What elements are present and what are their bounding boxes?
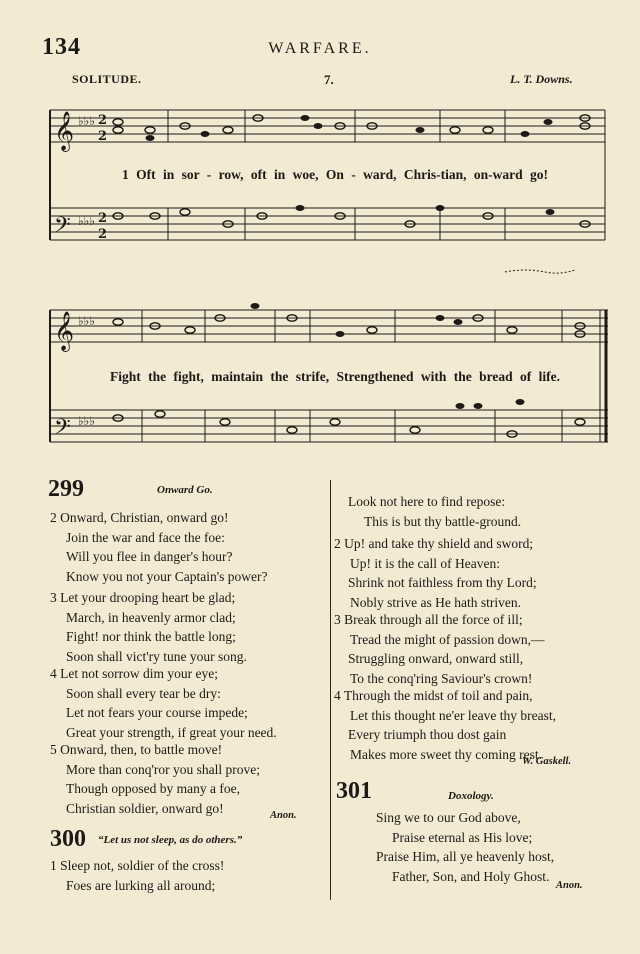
verse-line: 3 Let your drooping heart be glad;: [50, 590, 236, 605]
verse-line: This is but thy battle-ground.: [364, 513, 522, 529]
verse-line: 4 Let not sorrow dim your eye;: [50, 666, 218, 681]
staff-treble-1: [50, 110, 605, 142]
lyric-line-2: Fight the fight, maintain the strife, Strengthened with the bread of life.: [110, 369, 560, 384]
hymn-300-verse-3: [334, 610, 545, 688]
hymn-299-verse-2: [50, 508, 268, 586]
verse-line: Know you not your Captain's power?: [66, 568, 268, 584]
verse-line: 4 Through the midst of toil and pain,: [334, 688, 533, 703]
hymn-301-attribution: Anon.: [556, 880, 583, 891]
verse-line: 5 Onward, then, to battle move!: [50, 742, 223, 757]
verse-line: March, in heavenly armor clad;: [66, 609, 236, 625]
hymn-299-attribution: Anon.: [270, 810, 297, 821]
staff-bass-2: [50, 410, 608, 442]
verse-line: Foes are lurking all around;: [66, 877, 216, 893]
tune-number: 7.: [324, 72, 334, 87]
hymn-300-meta: “Let us not sleep, as do others.”: [98, 834, 243, 846]
verse-line: Let not fears your course impede;: [66, 705, 248, 720]
verse-line: Though opposed by many a foe,: [66, 781, 240, 796]
svg-text:♭♭♭: ♭♭♭: [78, 214, 95, 228]
svg-text:𝄞: 𝄞: [54, 111, 75, 151]
hymn-number-299: 299: [48, 476, 84, 502]
verse-line: Up! it is the call of Heaven:: [350, 555, 500, 571]
hymn-300-attribution: W. Gaskell.: [522, 756, 572, 767]
svg-text:𝄢: 𝄢: [54, 213, 71, 243]
verse-line: Sing we to our God above,: [376, 810, 521, 825]
hymn-300-continuation: [348, 492, 521, 531]
lyric-line-1: 1 Oft in sor - row, oft in woe, On - ward, Chris-tian, on-ward go!: [122, 167, 548, 182]
hymn-299-verse-3: [50, 588, 247, 666]
verse-line: Fight! nor think the battle long;: [66, 629, 236, 644]
hymn-300-verse-2: [334, 534, 537, 612]
svg-text:2: 2: [98, 211, 108, 226]
verse-line: Makes more sweet thy coming rest.: [350, 746, 542, 762]
verse-line: Join the war and face the foe:: [66, 529, 225, 545]
hymn-301-meta: Doxology.: [448, 790, 494, 802]
svg-text:2: 2: [98, 113, 108, 128]
svg-text:2: 2: [98, 227, 108, 242]
svg-text:2: 2: [98, 129, 108, 144]
verse-line: Christian soldier, onward go!: [66, 800, 224, 816]
verse-line: Praise eternal as His love;: [392, 829, 533, 845]
verse-line: Tread the might of passion down,—: [350, 631, 545, 647]
verse-line: Let this thought ne'er leave thy breast,: [350, 707, 556, 723]
hymn-301-doxology: [376, 808, 554, 886]
hymn-number-301: 301: [336, 778, 372, 804]
hymn-300-verse-4: [334, 686, 556, 764]
verse-line: 1 Sleep not, soldier of the cross!: [50, 858, 225, 873]
hymn-300-verse-1: [50, 856, 224, 895]
verse-line: Praise Him, all ye heavenly host,: [376, 849, 555, 864]
svg-text:♭♭♭: ♭♭♭: [78, 414, 95, 428]
hymn-299-verse-5: [50, 740, 260, 818]
verse-line: Struggling onward, onward still,: [348, 651, 524, 666]
composer: L. T. Downs.: [510, 72, 573, 86]
svg-text:𝄞: 𝄞: [54, 311, 75, 351]
verse-line: Shrink not faithless from thy Lord;: [348, 575, 537, 590]
verse-line: Father, Son, and Holy Ghost.: [392, 868, 550, 884]
verse-line: Every triumph thou dost gain: [348, 727, 507, 742]
verse-line: 3 Break through all the force of ill;: [334, 612, 523, 627]
staff-treble-2: [50, 310, 608, 342]
verse-line: To the conq'ring Saviour's crown!: [350, 670, 533, 686]
verse-line: 2 Onward, Christian, onward go!: [50, 510, 229, 525]
staff-bass-1: [50, 208, 605, 240]
svg-text:♭♭♭: ♭♭♭: [78, 114, 95, 128]
verse-line: Nobly strive as He hath striven.: [350, 594, 521, 610]
hymn-number-300: 300: [50, 826, 86, 852]
verse-line: 2 Up! and take thy shield and sword;: [334, 536, 534, 551]
music-notation: [0, 0, 640, 470]
svg-text:𝄢: 𝄢: [54, 415, 71, 445]
verse-line: Will you flee in danger's hour?: [66, 549, 233, 564]
svg-text:♭♭♭: ♭♭♭: [78, 314, 95, 328]
verse-line: Great your strength, if great your need.: [66, 724, 277, 740]
tune-name: SOLITUDE.: [72, 72, 142, 86]
column-divider: [330, 480, 331, 900]
section-title: WARFARE.: [268, 40, 372, 57]
verse-line: Look not here to find repose:: [348, 494, 506, 509]
hymn-299-meta: Onward Go.: [157, 484, 213, 496]
verse-line: Soon shall every tear be dry:: [66, 685, 221, 701]
hymn-299-verse-4: [50, 664, 277, 742]
verse-line: More than conq'ror you shall prove;: [66, 761, 261, 777]
page-number: 134: [42, 34, 81, 60]
verse-line: Soon shall vict'ry tune your song.: [66, 648, 247, 664]
